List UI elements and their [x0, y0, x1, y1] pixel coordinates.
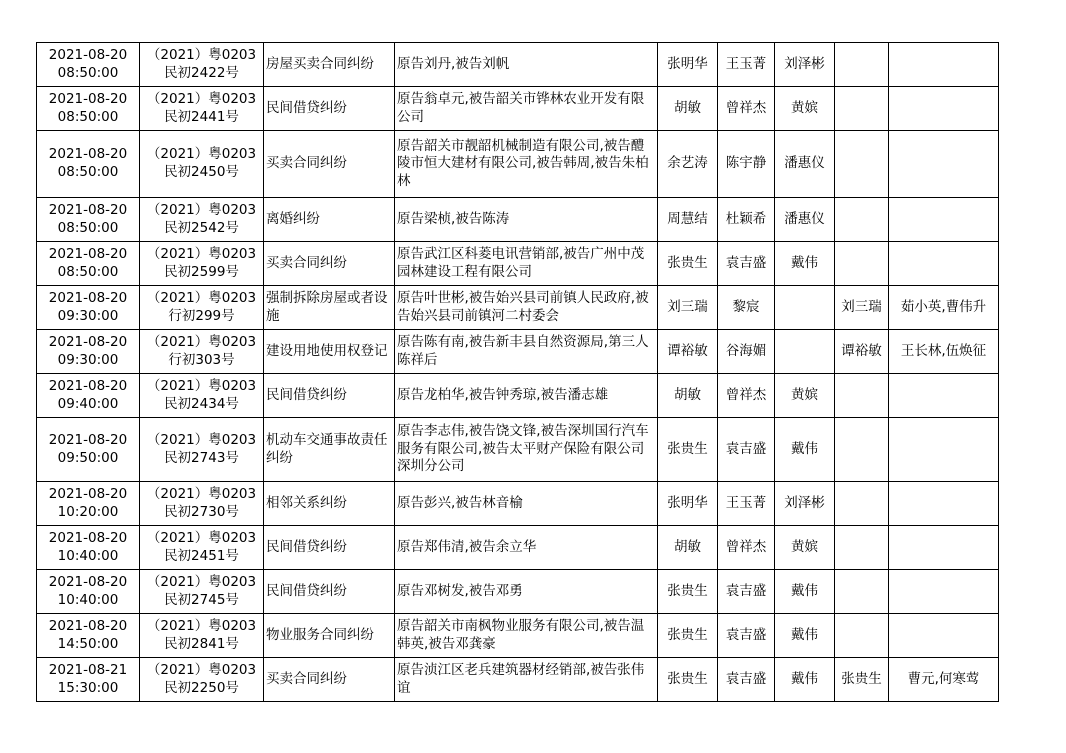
panel-member-cell-member: 戴伟	[791, 626, 818, 643]
hearing-time-cell-time: 15:30:00	[57, 679, 119, 696]
jurors-cell	[889, 526, 999, 570]
table-row	[37, 330, 999, 374]
case-number-cell-case-a: （2021）粤0203	[146, 617, 257, 634]
jurors-cell	[889, 131, 999, 198]
clerk-cell-clerk: 王玉菁	[725, 55, 767, 72]
clerk-cell	[718, 330, 775, 374]
clerk-cell-clerk: 袁吉盛	[725, 582, 767, 599]
judge-cell	[658, 330, 718, 374]
case-cause-cell	[264, 198, 395, 242]
case-number-cell-case-b: 民初2841号	[164, 635, 239, 652]
judge-cell-judge: 胡敏	[674, 538, 701, 555]
presiding-judge-cell-chief: 刘三瑞	[841, 298, 882, 315]
case-cause-cell	[264, 482, 395, 526]
parties-cell	[395, 286, 658, 330]
hearing-schedule-table	[36, 42, 999, 702]
judge-cell	[658, 614, 718, 658]
hearing-time-cell	[37, 658, 140, 702]
clerk-cell	[718, 482, 775, 526]
panel-member-cell-member: 戴伟	[791, 582, 818, 599]
judge-cell-judge: 刘三瑞	[667, 298, 708, 315]
case-cause-cell-cause: 民间借贷纠纷	[266, 582, 347, 599]
judge-cell-judge: 张贵生	[667, 254, 708, 271]
hearing-time-cell-date: 2021-08-20	[48, 201, 128, 218]
hearing-time-cell	[37, 614, 140, 658]
clerk-cell-clerk: 杜颖希	[725, 210, 767, 227]
clerk-cell	[718, 131, 775, 198]
case-cause-cell-cause: 强制拆除房屋或者设施	[266, 289, 388, 324]
hearing-time-cell-time: 08:50:00	[57, 263, 119, 280]
parties-cell	[395, 526, 658, 570]
case-number-cell	[140, 658, 264, 702]
case-cause-cell-cause: 民间借贷纠纷	[266, 386, 347, 403]
case-number-cell-case-b: 民初2743号	[164, 449, 239, 466]
case-number-cell-case-a: （2021）粤0203	[146, 529, 257, 546]
case-cause-cell-cause: 机动车交通事故责任纠纷	[266, 431, 388, 466]
panel-member-cell	[775, 418, 835, 482]
parties-cell	[395, 614, 658, 658]
presiding-judge-cell	[835, 526, 889, 570]
judge-cell	[658, 43, 718, 87]
case-cause-cell	[264, 242, 395, 286]
hearing-time-cell-date: 2021-08-20	[48, 333, 128, 350]
presiding-judge-cell-chief: 张贵生	[841, 670, 882, 687]
case-number-cell-case-b: 民初2434号	[164, 395, 239, 412]
clerk-cell-clerk: 黎宸	[732, 298, 760, 315]
panel-member-cell-member: 戴伟	[791, 670, 818, 687]
presiding-judge-cell	[835, 374, 889, 418]
hearing-time-cell-date: 2021-08-20	[48, 377, 128, 394]
jurors-cell-jurors: 王长林,伍焕征	[900, 342, 987, 359]
judge-cell-judge: 谭裕敏	[667, 342, 708, 359]
case-number-cell	[140, 87, 264, 131]
case-cause-cell	[264, 526, 395, 570]
jurors-cell	[889, 87, 999, 131]
presiding-judge-cell	[835, 131, 889, 198]
clerk-cell	[718, 418, 775, 482]
panel-member-cell	[775, 286, 835, 330]
hearing-time-cell-time: 09:30:00	[57, 351, 119, 368]
clerk-cell	[718, 286, 775, 330]
panel-member-cell-member: 戴伟	[791, 440, 818, 457]
clerk-cell	[718, 198, 775, 242]
hearing-time-cell	[37, 570, 140, 614]
presiding-judge-cell	[835, 658, 889, 702]
presiding-judge-cell	[835, 418, 889, 482]
panel-member-cell	[775, 658, 835, 702]
case-cause-cell-cause: 买卖合同纠纷	[266, 254, 347, 271]
hearing-time-cell-time: 10:20:00	[57, 503, 119, 520]
table-row	[37, 482, 999, 526]
case-cause-cell-cause: 离婚纠纷	[266, 210, 320, 227]
hearing-time-cell-time: 08:50:00	[57, 219, 119, 236]
case-number-cell-case-b: 民初2730号	[164, 503, 239, 520]
case-number-cell-case-a: （2021）粤0203	[146, 289, 257, 306]
panel-member-cell	[775, 43, 835, 87]
case-number-cell-case-a: （2021）粤0203	[146, 201, 257, 218]
case-number-cell-case-a: （2021）粤0203	[146, 377, 257, 394]
hearing-time-cell-time: 09:40:00	[57, 395, 119, 412]
hearing-time-cell-date: 2021-08-20	[48, 617, 128, 634]
case-number-cell	[140, 330, 264, 374]
parties-cell-parties: 原告浈江区老兵建筑器材经销部,被告张伟谊	[397, 661, 645, 696]
table-row	[37, 198, 999, 242]
presiding-judge-cell-chief: 谭裕敏	[841, 342, 882, 359]
clerk-cell-clerk: 袁吉盛	[725, 254, 767, 271]
panel-member-cell-member: 戴伟	[791, 254, 818, 271]
clerk-cell-clerk: 曾祥杰	[725, 99, 767, 116]
case-number-cell-case-a: （2021）粤0203	[146, 90, 257, 107]
judge-cell-judge: 张贵生	[667, 440, 708, 457]
hearing-time-cell-time: 08:50:00	[57, 108, 119, 125]
case-cause-cell	[264, 131, 395, 198]
hearing-time-cell-date: 2021-08-20	[48, 573, 128, 590]
parties-cell	[395, 418, 658, 482]
parties-cell-parties: 原告郑伟清,被告余立华	[397, 538, 537, 555]
parties-cell	[395, 374, 658, 418]
case-cause-cell-cause: 民间借贷纠纷	[266, 538, 347, 555]
parties-cell-parties: 原告陈有南,被告新丰县自然资源局,第三人陈祥后	[397, 333, 649, 368]
case-cause-cell-cause: 房屋买卖合同纠纷	[266, 55, 374, 72]
case-number-cell	[140, 286, 264, 330]
presiding-judge-cell	[835, 482, 889, 526]
hearing-time-cell	[37, 418, 140, 482]
table-row	[37, 614, 999, 658]
hearing-time-cell	[37, 131, 140, 198]
case-number-cell	[140, 198, 264, 242]
clerk-cell	[718, 526, 775, 570]
clerk-cell-clerk: 陈宇静	[725, 155, 767, 172]
table-row	[37, 87, 999, 131]
judge-cell	[658, 570, 718, 614]
panel-member-cell	[775, 87, 835, 131]
panel-member-cell-member: 潘惠仪	[784, 155, 825, 172]
case-number-cell-case-b: 民初2450号	[164, 164, 239, 180]
parties-cell-parties: 原告韶关市南枫物业服务有限公司,被告温韩英,被告邓龚豪	[397, 617, 645, 652]
case-cause-cell	[264, 570, 395, 614]
table-row	[37, 418, 999, 482]
table-body	[37, 43, 999, 702]
panel-member-cell	[775, 330, 835, 374]
hearing-time-cell	[37, 242, 140, 286]
panel-member-cell-member: 黄嫔	[791, 538, 818, 555]
parties-cell-parties: 原告邓树发,被告邓勇	[397, 582, 523, 599]
hearing-time-cell-date: 2021-08-20	[48, 431, 128, 448]
case-cause-cell-cause: 买卖合同纠纷	[266, 155, 347, 172]
table-row	[37, 286, 999, 330]
case-cause-cell-cause: 买卖合同纠纷	[266, 670, 347, 687]
panel-member-cell-member: 黄嫔	[791, 99, 818, 116]
clerk-cell	[718, 87, 775, 131]
presiding-judge-cell	[835, 286, 889, 330]
clerk-cell	[718, 614, 775, 658]
jurors-cell	[889, 570, 999, 614]
panel-member-cell	[775, 242, 835, 286]
judge-cell	[658, 418, 718, 482]
hearing-time-cell-date: 2021-08-20	[48, 146, 128, 163]
judge-cell-judge: 余艺涛	[667, 155, 708, 172]
hearing-time-cell-date: 2021-08-20	[48, 90, 128, 107]
case-number-cell	[140, 482, 264, 526]
table-row	[37, 242, 999, 286]
case-cause-cell	[264, 286, 395, 330]
clerk-cell	[718, 43, 775, 87]
panel-member-cell	[775, 526, 835, 570]
hearing-time-cell	[37, 198, 140, 242]
presiding-judge-cell	[835, 43, 889, 87]
hearing-time-cell-date: 2021-08-21	[48, 661, 128, 678]
hearing-time-cell	[37, 43, 140, 87]
case-number-cell	[140, 374, 264, 418]
table-row	[37, 570, 999, 614]
case-number-cell-case-b: 民初2599号	[164, 263, 239, 280]
judge-cell	[658, 658, 718, 702]
case-number-cell-case-b: 民初2250号	[164, 679, 239, 696]
clerk-cell	[718, 658, 775, 702]
parties-cell	[395, 87, 658, 131]
presiding-judge-cell	[835, 614, 889, 658]
hearing-time-cell-date: 2021-08-20	[48, 529, 128, 546]
jurors-cell	[889, 286, 999, 330]
judge-cell-judge: 张明华	[667, 55, 708, 72]
judge-cell	[658, 87, 718, 131]
case-number-cell-case-a: （2021）粤0203	[146, 333, 257, 350]
case-number-cell	[140, 418, 264, 482]
hearing-time-cell	[37, 526, 140, 570]
case-number-cell-case-a: （2021）粤0203	[146, 46, 257, 63]
panel-member-cell	[775, 374, 835, 418]
hearing-time-cell-time: 08:50:00	[57, 164, 119, 180]
hearing-time-cell-time: 10:40:00	[57, 591, 119, 608]
judge-cell	[658, 131, 718, 198]
parties-cell	[395, 482, 658, 526]
clerk-cell-clerk: 袁吉盛	[725, 440, 767, 457]
judge-cell-judge: 张贵生	[667, 670, 708, 687]
table-row	[37, 131, 999, 198]
clerk-cell-clerk: 谷海媚	[725, 342, 767, 359]
panel-member-cell	[775, 614, 835, 658]
case-number-cell-case-b: 行初299号	[168, 307, 235, 324]
case-number-cell-case-b: 民初2745号	[164, 591, 239, 608]
case-number-cell	[140, 526, 264, 570]
judge-cell	[658, 198, 718, 242]
case-cause-cell	[264, 614, 395, 658]
case-number-cell	[140, 570, 264, 614]
parties-cell-parties: 原告翁卓元,被告韶关市铧林农业开发有限公司	[397, 90, 645, 125]
case-number-cell	[140, 614, 264, 658]
clerk-cell	[718, 242, 775, 286]
parties-cell	[395, 330, 658, 374]
clerk-cell-clerk: 袁吉盛	[725, 670, 767, 687]
case-number-cell-case-a: （2021）粤0203	[146, 245, 257, 262]
hearing-time-cell	[37, 374, 140, 418]
judge-cell	[658, 286, 718, 330]
parties-cell-parties: 原告韶关市靓韶机械制造有限公司,被告醴陵市恒大建材有限公司,被告韩周,被告朱柏林	[397, 137, 649, 189]
jurors-cell	[889, 198, 999, 242]
parties-cell-parties: 原告龙柏华,被告钟秀琼,被告潘志雄	[397, 386, 609, 403]
jurors-cell	[889, 418, 999, 482]
presiding-judge-cell	[835, 198, 889, 242]
case-number-cell-case-b: 民初2542号	[164, 219, 239, 236]
jurors-cell-jurors: 茹小英,曹伟升	[900, 298, 987, 315]
case-cause-cell	[264, 330, 395, 374]
hearing-time-cell-time: 08:50:00	[57, 64, 119, 81]
judge-cell-judge: 张贵生	[667, 626, 708, 643]
case-cause-cell	[264, 43, 395, 87]
judge-cell	[658, 242, 718, 286]
case-number-cell-case-b: 民初2422号	[164, 64, 239, 81]
judge-cell-judge: 张贵生	[667, 582, 708, 599]
case-number-cell	[140, 43, 264, 87]
case-cause-cell	[264, 87, 395, 131]
judge-cell-judge: 胡敏	[674, 386, 701, 403]
hearing-time-cell	[37, 330, 140, 374]
judge-cell-judge: 胡敏	[674, 99, 701, 116]
clerk-cell-clerk: 曾祥杰	[725, 538, 767, 555]
clerk-cell	[718, 374, 775, 418]
case-number-cell-case-b: 民初2451号	[164, 547, 239, 564]
parties-cell-parties: 原告叶世彬,被告始兴县司前镇人民政府,被告始兴县司前镇河二村委会	[397, 289, 649, 324]
panel-member-cell-member: 刘泽彬	[784, 494, 825, 511]
case-cause-cell-cause: 物业服务合同纠纷	[266, 626, 374, 643]
hearing-time-cell-date: 2021-08-20	[48, 46, 128, 63]
jurors-cell	[889, 614, 999, 658]
case-number-cell-case-a: （2021）粤0203	[146, 573, 257, 590]
hearing-time-cell-date: 2021-08-20	[48, 289, 128, 306]
judge-cell	[658, 526, 718, 570]
presiding-judge-cell	[835, 242, 889, 286]
case-number-cell-case-b: 民初2441号	[164, 108, 239, 125]
panel-member-cell	[775, 198, 835, 242]
panel-member-cell	[775, 570, 835, 614]
jurors-cell-jurors: 曹元,何寒莺	[907, 670, 980, 687]
parties-cell	[395, 131, 658, 198]
case-cause-cell	[264, 658, 395, 702]
judge-cell-judge: 张明华	[667, 494, 708, 511]
case-number-cell-case-a: （2021）粤0203	[146, 431, 257, 448]
panel-member-cell-member: 刘泽彬	[784, 55, 825, 72]
case-number-cell-case-a: （2021）粤0203	[146, 661, 257, 678]
parties-cell	[395, 658, 658, 702]
presiding-judge-cell	[835, 330, 889, 374]
parties-cell	[395, 570, 658, 614]
jurors-cell	[889, 482, 999, 526]
parties-cell-parties: 原告李志伟,被告饶文锋,被告深圳国行汽车服务有限公司,被告太平财产保险有限公司深圳分公司	[397, 423, 649, 475]
table-row	[37, 526, 999, 570]
parties-cell	[395, 242, 658, 286]
hearing-time-cell-date: 2021-08-20	[48, 245, 128, 262]
parties-cell-parties: 原告刘丹,被告刘帆	[397, 55, 510, 72]
jurors-cell	[889, 330, 999, 374]
judge-cell	[658, 482, 718, 526]
judge-cell-judge: 周慧结	[667, 210, 708, 227]
jurors-cell	[889, 658, 999, 702]
panel-member-cell	[775, 131, 835, 198]
hearing-time-cell-date: 2021-08-20	[48, 485, 128, 502]
case-cause-cell	[264, 374, 395, 418]
clerk-cell	[718, 570, 775, 614]
case-number-cell	[140, 131, 264, 198]
hearing-time-cell-time: 10:40:00	[57, 547, 119, 564]
case-number-cell	[140, 242, 264, 286]
case-number-cell-case-a: （2021）粤0203	[146, 146, 257, 163]
case-number-cell-case-b: 行初303号	[168, 351, 235, 368]
parties-cell-parties: 原告彭兴,被告林音榆	[397, 494, 523, 511]
case-cause-cell-cause: 建设用地使用权登记	[266, 342, 388, 359]
case-cause-cell-cause: 民间借贷纠纷	[266, 99, 347, 116]
jurors-cell	[889, 43, 999, 87]
table-row	[37, 658, 999, 702]
panel-member-cell	[775, 482, 835, 526]
hearing-time-cell-time: 14:50:00	[57, 635, 119, 652]
hearing-time-cell-time: 09:50:00	[57, 449, 119, 466]
hearing-time-cell	[37, 87, 140, 131]
hearing-time-cell	[37, 482, 140, 526]
case-cause-cell-cause: 相邻关系纠纷	[266, 494, 347, 511]
judge-cell	[658, 374, 718, 418]
panel-member-cell-member: 潘惠仪	[784, 210, 825, 227]
case-cause-cell	[264, 418, 395, 482]
presiding-judge-cell	[835, 87, 889, 131]
jurors-cell	[889, 374, 999, 418]
jurors-cell	[889, 242, 999, 286]
table-row	[37, 43, 999, 87]
parties-cell-parties: 原告武江区科菱电讯营销部,被告广州中茂园林建设工程有限公司	[397, 245, 645, 280]
clerk-cell-clerk: 曾祥杰	[725, 386, 767, 403]
hearing-time-cell	[37, 286, 140, 330]
presiding-judge-cell	[835, 570, 889, 614]
parties-cell	[395, 198, 658, 242]
case-number-cell-case-a: （2021）粤0203	[146, 485, 257, 502]
parties-cell-parties: 原告梁桢,被告陈涛	[397, 210, 510, 227]
clerk-cell-clerk: 袁吉盛	[725, 626, 767, 643]
hearing-time-cell-time: 09:30:00	[57, 307, 119, 324]
panel-member-cell-member: 黄嫔	[791, 386, 818, 403]
parties-cell	[395, 43, 658, 87]
clerk-cell-clerk: 王玉菁	[725, 494, 767, 511]
table-row	[37, 374, 999, 418]
